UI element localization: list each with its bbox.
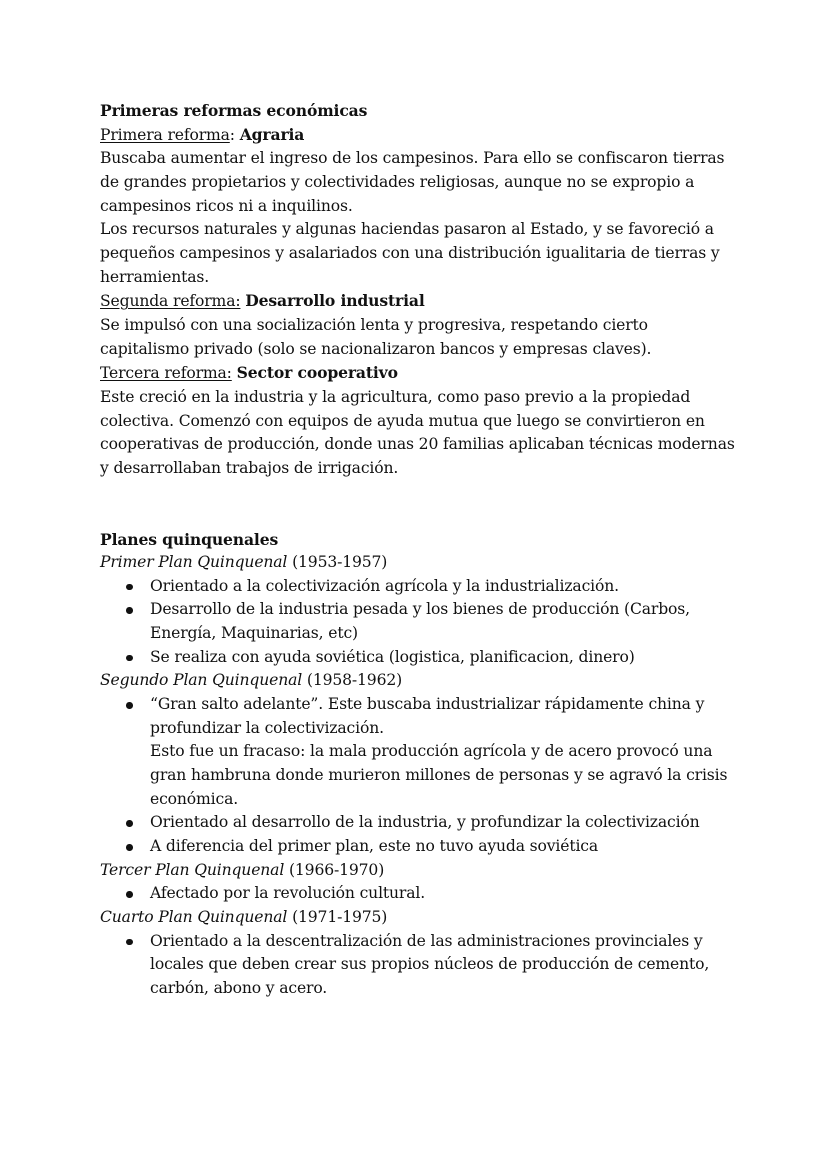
reform-desarrollo-industrial [100, 289, 740, 361]
bullet-item: Afectado por la revolución cultural. [150, 882, 740, 906]
plan-years: (1966-1970) [284, 860, 385, 879]
plan-heading [100, 906, 740, 930]
reform-heading [100, 289, 740, 314]
plan-cuarto [100, 906, 740, 1001]
bullet-item: Orientado al desarrollo de la industria, y profundizar la colectivización [150, 811, 740, 835]
reform-name: Desarrollo industrial [245, 291, 425, 311]
plan-bullet-list [100, 575, 740, 670]
plan-years: (1971-1975) [287, 908, 388, 926]
plan-name: Primer Plan Quinquenal [100, 553, 288, 572]
plan-bullet-list [100, 693, 740, 859]
reform-label: Segunda reforma: [100, 292, 241, 311]
reform-sector-cooperativo [100, 361, 740, 480]
section-primeras-reformas [100, 99, 740, 481]
bullet-item: A diferencia del primer plan, este no tuvo ayuda soviética [150, 835, 740, 859]
reform-label: Tercera reforma: [100, 364, 232, 383]
plan-name: Cuarto Plan Quinquenal [100, 908, 288, 926]
reform-paragraph: Buscaba aumentar el ingreso de los campesinos. Para ello se confiscaron tierras de grandes propietarios y colectividades religiosas, aunque no se expropio a campesinos ricos ni a inquilinos. [100, 149, 725, 215]
reform-agraria [100, 123, 740, 290]
reform-heading [100, 361, 740, 386]
plan-heading [100, 551, 740, 575]
section-spacer [100, 481, 740, 528]
plan-years: (1953-1957) [287, 553, 388, 572]
plan-bullet-list [100, 930, 740, 1001]
reform-name: Agraria [239, 124, 305, 144]
plan-heading [100, 669, 740, 693]
bullet-text: “Gran salto adelante”. Este buscaba industrializar rápidamente china y profundizar la colectivización. [150, 695, 705, 737]
reform-name: Sector cooperativo [236, 363, 398, 383]
document-page [100, 99, 740, 1001]
plan-years: (1958-1962) [302, 671, 403, 690]
plan-name: Tercer Plan Quinquenal [100, 860, 285, 879]
plan-heading [100, 859, 740, 883]
reform-paragraph: Este creció en la industria y la agricultura, como paso previo a la propiedad colectiva. Comenzó con equipos de ayuda mutua que luego se convirtieron en cooperativas de producción, donde unas 20 familias aplicaban técnicas modernas y desarrollaban trabajos de irrigación. [100, 387, 735, 477]
plan-primer [100, 551, 740, 669]
plan-segundo [100, 669, 740, 858]
reform-heading [100, 123, 740, 148]
section-title: Primeras reformas económicas [100, 101, 368, 120]
section-planes-quinquenales [100, 528, 740, 1001]
reform-paragraph: Se impulsó con una socialización lenta y progresiva, respetando cierto capitalismo privado (solo se nacionalizaron bancos y empresas claves). [100, 315, 652, 358]
bullet-continuation: Esto fue un fracaso: la mala producción agrícola y de acero provocó una gran hambruna donde murieron millones de personas y se agravó la crisis económica. [150, 742, 728, 808]
section-title: Planes quinquenales [100, 529, 279, 549]
plan-tercer [100, 859, 740, 906]
reform-label-suffix: : [229, 125, 240, 144]
bullet-item [150, 693, 740, 811]
plan-name: Segundo Plan Quinquenal [100, 671, 303, 690]
plan-bullet-list [100, 882, 740, 906]
bullet-item: Desarrollo de la industria pesada y los bienes de producción (Carbos, Energía, Maquinarias, etc) [150, 598, 740, 645]
reform-paragraph: Los recursos naturales y algunas haciendas pasaron al Estado, y se favoreció a pequeños campesinos y asalariados con una distribución igualitaria de tierras y herramientas. [100, 220, 720, 286]
bullet-item: Se realiza con ayuda soviética (logistica, planificacion, dinero) [150, 646, 740, 670]
reform-label: Primera reforma [100, 125, 230, 144]
bullet-item: Orientado a la descentralización de las administraciones provinciales y locales que deben crear sus propios núcleos de producción de cemento, carbón, abono y acero. [150, 930, 740, 1001]
bullet-item: Orientado a la colectivización agrícola y la industrialización. [150, 575, 740, 599]
